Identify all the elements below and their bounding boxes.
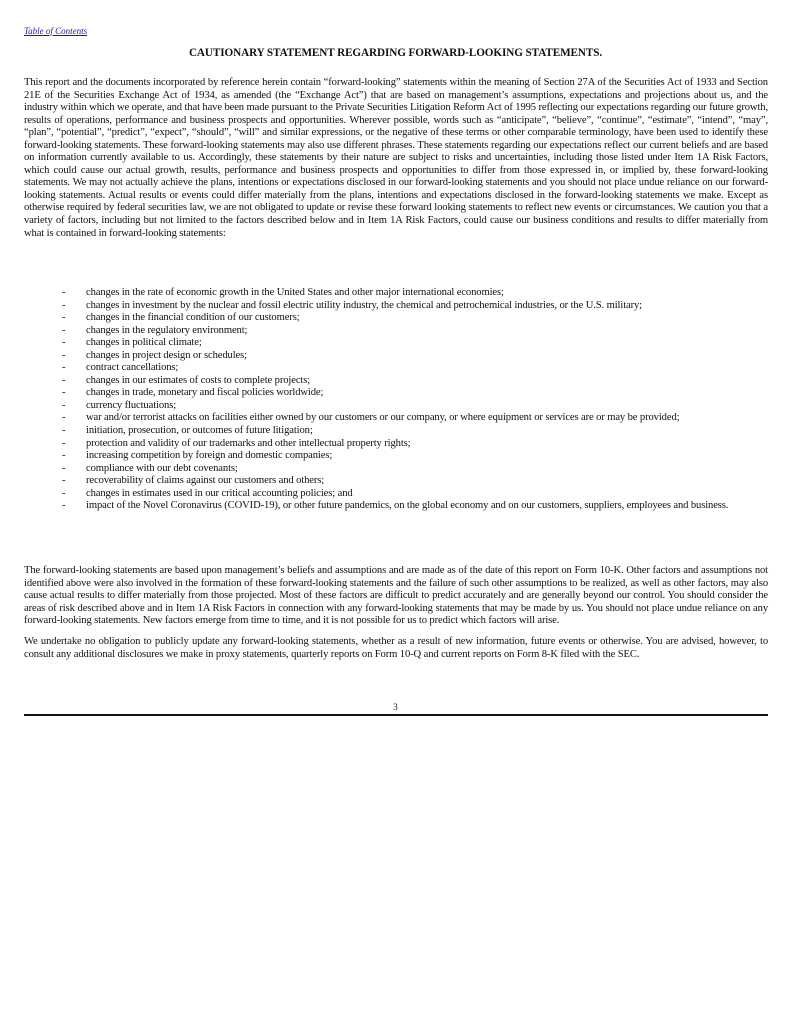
bullet-dash: - xyxy=(62,450,66,462)
bullet-dash: - xyxy=(62,387,66,399)
list-item-text: changes in our estimates of costs to complete projects; xyxy=(86,374,311,386)
page-title: CAUTIONARY STATEMENT REGARDING FORWARD-LOOKING STATEMENTS. xyxy=(188,47,603,59)
risk-factor-list xyxy=(24,287,768,513)
list-item xyxy=(24,500,768,513)
list-item xyxy=(24,475,768,488)
bullet-dash: - xyxy=(62,425,66,437)
bullet-dash: - xyxy=(62,324,66,336)
list-item xyxy=(24,463,768,476)
list-item xyxy=(24,438,768,451)
list-item xyxy=(24,312,768,325)
list-item xyxy=(24,325,768,338)
list-item-text: currency fluctuations; xyxy=(86,399,177,411)
list-item-text: contract cancellations; xyxy=(86,362,179,374)
bullet-dash: - xyxy=(62,412,66,424)
bullet-dash: - xyxy=(62,475,66,487)
list-item xyxy=(24,362,768,375)
list-item-text: changes in political climate; xyxy=(86,337,202,349)
bullet-dash: - xyxy=(62,287,66,298)
list-item-text: changes in the financial condition of our customers; xyxy=(86,312,300,324)
bullet-dash: - xyxy=(62,299,66,311)
list-item xyxy=(24,350,768,363)
list-item xyxy=(24,412,768,425)
list-item-text: changes in estimates used in our critical accounting policies; and xyxy=(86,487,353,499)
bullet-dash: - xyxy=(62,487,66,499)
list-item-text: changes in project design or schedules; xyxy=(86,349,247,361)
bullet-dash: - xyxy=(62,374,66,386)
list-item-text: changes in the regulatory environment; xyxy=(86,324,248,336)
intro-paragraph: This report and the documents incorporated by reference herein contain “forward-looking” statements within the meaning of Section 27A of the Securities Act of 1933 and Section 21E of the Securities Exchange Act of 1934, as amended (the “Exchange Act”) that are based on management’s assumptions, expectations and projections about us, and the industry within which we operate, and that have been made pursuant to the Private Securities Litigation Reform Act of 1995 reflecting our expectations regarding our future growth, results of operations, performance and business prospects and opportunities. Wherever possible, words such as “anticipate”, “believe”, “continue”, “estimate”, “intend”, “may”, “plan”, “potential”, “predict”, “expect”, “should”, “will” and similar expressions, or the negative of these terms or other comparable terminology, have been used to identify these forward-looking statements. These forward-looking statements may also use different phrases. These statements regarding our expectations reflect our current beliefs and are based on information currently available to us. Accordingly, these statements by their nature are subject to risks and uncertainties, including those listed under Item 1A Risk Factors, which could cause our actual growth, results, performance and business prospects and opportunities to differ from those expressed in, or implied by, these forward-looking statements. We may not actually achieve the plans, intentions or expectations disclosed in our forward-looking statements and you should not place undue reliance on our forward-looking statements. Actual results or events could differ materially from the plans, intentions and expectations disclosed in the forward-looking statements we make. Except as otherwise required by federal securities law, we are not obligated to update or revise these forward looking statements to reflect new events or circumstances. We caution you that a variety of factors, including but not limited to the factors described below and in Item 1A Risk Factors, could cause our business conditions and results to differ materially from what is contained in forward-looking statements: xyxy=(24,77,768,239)
list-item xyxy=(24,287,768,300)
list-item xyxy=(24,300,768,313)
list-item-text: recoverability of claims against our customers and others; xyxy=(86,475,325,487)
beliefs-paragraph: The forward-looking statements are based upon management’s beliefs and assumptions and are made as of the date of this report on Form 10-K. Other factors and assumptions not identified above were also involved in the formation of these forward-looking statements and the failure of such other assumptions to be realized, as well as other factors, may also cause actual results to differ materially from those projected. Most of these factors are difficult to predict accurately and are generally beyond our control. You should consider the areas of risk described above and in Item 1A Risk Factors in connection with any forward-looking statements that may be made by us. You should not place undue reliance on any forward-looking statements. New factors emerge from time to time, and it is not possible for us to predict which factors will arise. xyxy=(24,565,768,627)
list-item-text: changes in the rate of economic growth in the United States and other major international economies; xyxy=(86,287,504,298)
list-item-text: impact of the Novel Coronavirus (COVID-19), or other future pandemics, on the global economy and on our customers, suppliers, employees and business. xyxy=(86,500,729,512)
bullet-dash: - xyxy=(62,437,66,449)
table-of-contents-link[interactable]: Table of Contents xyxy=(24,26,88,36)
list-item-text: protection and validity of our trademarks and other intellectual property rights; xyxy=(86,437,411,449)
footer-divider xyxy=(24,714,768,716)
list-item xyxy=(24,425,768,438)
list-item-text: increasing competition by foreign and domestic companies; xyxy=(86,450,333,462)
list-item xyxy=(24,375,768,388)
bullet-dash: - xyxy=(62,349,66,361)
bullet-dash: - xyxy=(62,500,66,512)
list-item-text: compliance with our debt covenants; xyxy=(86,462,238,474)
bullet-dash: - xyxy=(62,462,66,474)
list-item xyxy=(24,337,768,350)
list-item xyxy=(24,400,768,413)
bullet-dash: - xyxy=(62,362,66,374)
no-obligation-paragraph: We undertake no obligation to publicly update any forward-looking statements, whether as a result of new information, future events or otherwise. You are advised, however, to consult any additional disclosures we make in proxy statements, quarterly reports on Form 10-Q and current reports on Form 8-K filed with the SEC. xyxy=(24,636,768,660)
bullet-dash: - xyxy=(62,399,66,411)
bullet-dash: - xyxy=(62,337,66,349)
list-item-text: war and/or terrorist attacks on facilities either owned by our customers or our company, or where equipment or services are or may be provided; xyxy=(86,412,680,424)
list-item xyxy=(24,450,768,463)
bullet-dash: - xyxy=(62,312,66,324)
page-number: 3 xyxy=(393,702,398,712)
list-item xyxy=(24,488,768,501)
list-item-text: changes in trade, monetary and fiscal policies worldwide; xyxy=(86,387,324,399)
list-item-text: initiation, prosecution, or outcomes of future litigation; xyxy=(86,425,313,437)
list-item xyxy=(24,387,768,400)
list-item-text: changes in investment by the nuclear and fossil electric utility industry, the chemical and petrochemical industries, or the U.S. military; xyxy=(86,299,643,311)
